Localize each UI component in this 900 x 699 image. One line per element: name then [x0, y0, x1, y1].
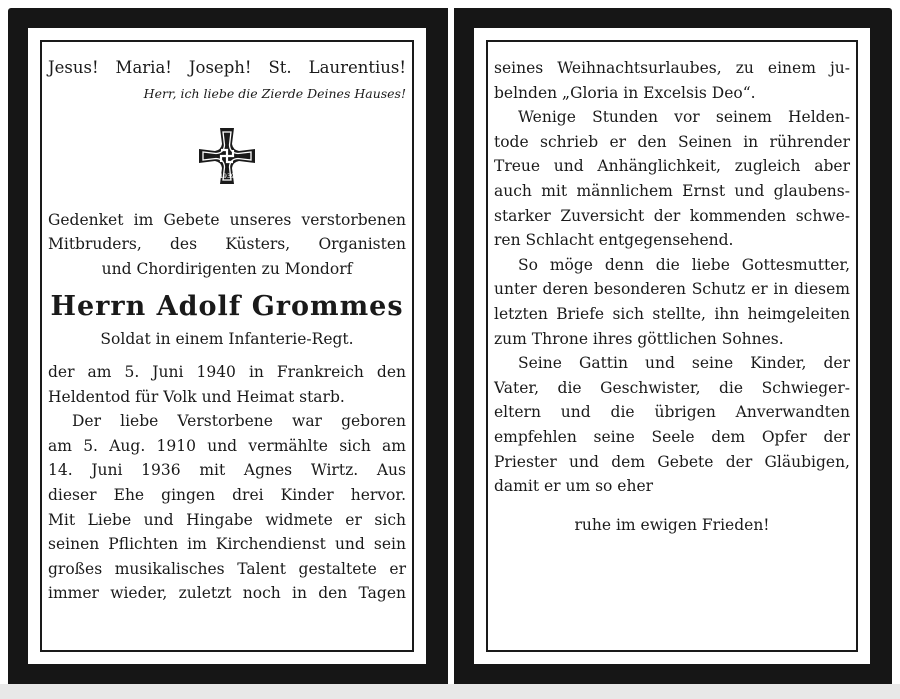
text-line: ren Schlacht entgegensehend. — [494, 231, 734, 250]
left-page-content — [48, 56, 406, 644]
spacer — [48, 190, 406, 208]
invocation: Jesus! Maria! Joseph! St. Laurentius! — [48, 58, 406, 77]
iron-cross-icon — [48, 126, 406, 190]
text-line: Seine Gattin und seine Kinder, der — [518, 354, 850, 373]
text-line: 14. Juni 1936 mit Agnes Wirtz. Aus — [48, 461, 406, 480]
deceased-rank: Soldat in einem Infanterie-Regt. — [100, 330, 354, 349]
text-line: am 5. Aug. 1910 und vermählte sich am — [48, 436, 406, 455]
dedication-line-3: und Chordirigenten zu Mondorf — [101, 259, 353, 278]
dedication-line-1: Gedenket im Gebete unseres verstorbenen — [48, 210, 406, 229]
text-line: empfehlen seine Seele dem Opfer der — [494, 427, 850, 446]
text-line: Der liebe Verstorbene war geboren — [72, 412, 406, 431]
text-line: belnden „Gloria in Excelsis Deo“. — [494, 83, 756, 102]
text-line: Treue und Anhänglichkeit, zugleich aber — [494, 157, 850, 176]
text-line: starker Zuversicht der kommenden schwe- — [494, 206, 850, 225]
closing-line: ruhe im ewigen Frieden! — [574, 515, 770, 534]
left-page — [8, 8, 448, 684]
text-line: damit er um so eher — [494, 477, 654, 496]
right-page — [454, 8, 892, 684]
text-line: unter deren besonderen Schutz er in diesem — [494, 280, 850, 299]
text-line: auch mit männlichem Ernst und glaubens- — [494, 181, 850, 200]
cross-year: 1939 — [219, 172, 235, 180]
left-page-frame — [40, 40, 414, 652]
text-line: der am 5. Juni 1940 in Frankreich den — [48, 362, 406, 381]
deceased-name: Herrn Adolf Grommes — [50, 291, 404, 323]
text-line: tode schrieb er den Seinen in rührender — [494, 132, 850, 151]
text-line: seinen Pflichten im Kirchendienst und sein — [48, 535, 406, 554]
text-line: eltern und die übrigen Anverwandten — [494, 403, 850, 422]
paper-edge — [0, 684, 900, 699]
dedication-line-2: Mitbruders, des Küsters, Organisten — [48, 235, 406, 254]
text-line: Priester und dem Gebete der Gläubigen, — [494, 452, 850, 471]
subinvocation: Herr, ich liebe die Zierde Deines Hauses! — [143, 85, 406, 101]
text-line: Wenige Stunden vor seinem Helden- — [518, 108, 850, 127]
text-line: dieser Ehe gingen drei Kinder hervor. — [48, 485, 406, 504]
right-page-paper — [474, 28, 870, 664]
text-line: seines Weihnachtsurlaubes, zu einem ju- — [494, 59, 850, 77]
text-line: Vater, die Geschwister, die Schwieger- — [494, 378, 850, 397]
text-line: immer wieder, zuletzt noch in den Tagen — [48, 584, 406, 603]
right-page-content — [494, 56, 850, 644]
text-line: letzten Briefe sich stellte, ihn heimgeleiten — [494, 304, 850, 323]
text-line: So möge denn die liebe Gottesmutter, — [518, 255, 850, 274]
text-line: zum Throne ihres göttlichen Sohnes. — [494, 329, 784, 348]
left-page-paper — [28, 28, 426, 664]
text-line: Heldentod für Volk und Heimat starb. — [48, 387, 345, 406]
text-line: großes musikalisches Talent gestaltete er — [48, 559, 406, 578]
right-page-frame — [486, 40, 858, 652]
text-line: Mit Liebe und Hingabe widmete er sich — [48, 510, 406, 529]
